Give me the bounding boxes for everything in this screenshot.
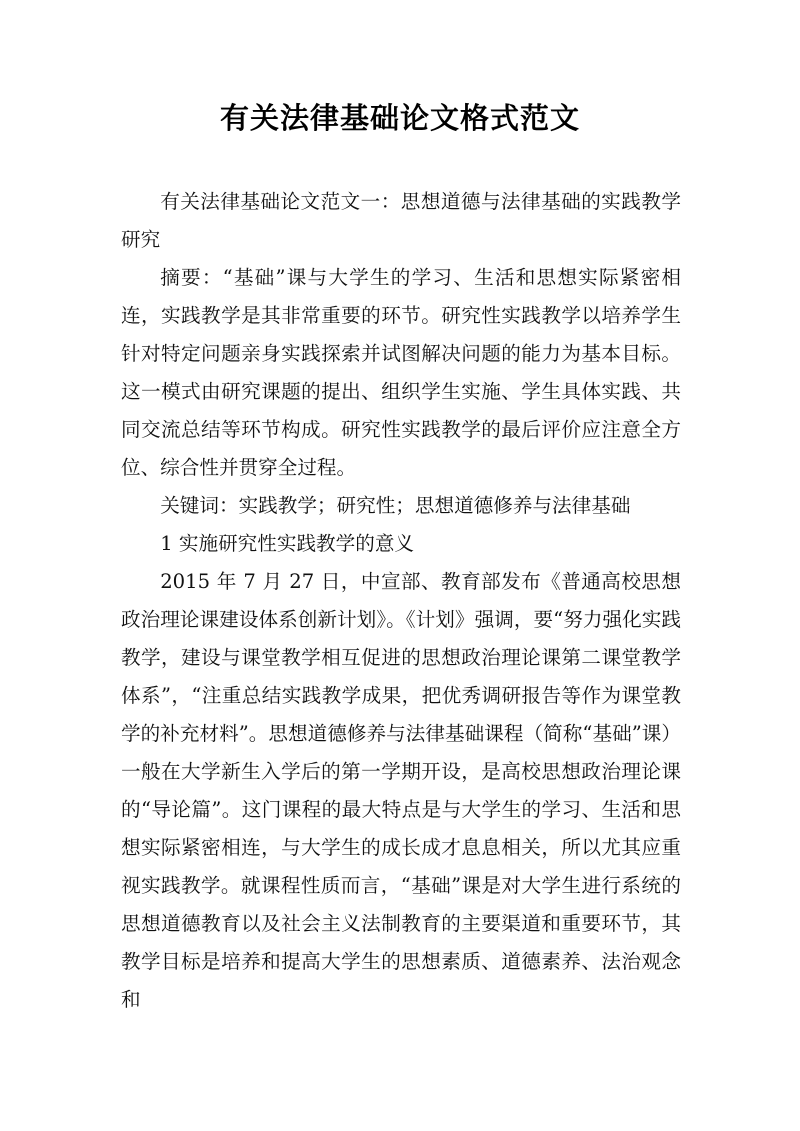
section-heading: 1 实施研究性实践教学的意义 (160, 532, 415, 555)
paragraph-keywords: 关键词：实践教学；研究性；思想道德修养与法律基础 (160, 494, 631, 517)
paragraph-body: 2015 年 7 月 27 日，中宣部、教育部发布《普通高校思想政治理论课建设体系创新计划》。《计划》强调，要“努力强化实践教学，建设与课堂教学相互促进的思想政治理论课第二课堂教学体系”，“注重总结实践教学成果，把优秀调研报告等作为课堂教学的补充材料”。思想道德修养与法律基础课程（简称“基础”课）一般在大学新生入学后的第一学期开设，是高校思想政治理论课的“导论篇”。这门课程的最大特点是与大学生的学习、生活和思想实际紧密相连，与大学生的成长成才息息相关，所以尤其应重视实践教学。就课程性质而言，“基础”课是对大学生进行系统的思想道德教育以及社会主义法制教育的主要渠道和重要环节，其教学目标是培养和提高大学生的思想素质、道德素养、法治观念和 (121, 570, 681, 1011)
document-body (121, 183, 681, 1019)
paragraph-abstract: 摘要：“基础”课与大学生的学习、生活和思想实际紧密相连，实践教学是其非常重要的环节。研究性实践教学以培养学生针对特定问题亲身实践探索并试图解决问题的能力为基本目标。这一模式由研究课题的提出、组织学生实施、学生具体实践、共同交流总结等环节构成。研究性实践教学的最后评价应注意全方位、综合性并贯穿全过程。 (121, 266, 681, 479)
document-title: 有关法律基础论文格式范文 (219, 101, 580, 135)
paragraph-essay-heading: 有关法律基础论文范文一：思想道德与法律基础的实践教学研究 (121, 190, 681, 251)
